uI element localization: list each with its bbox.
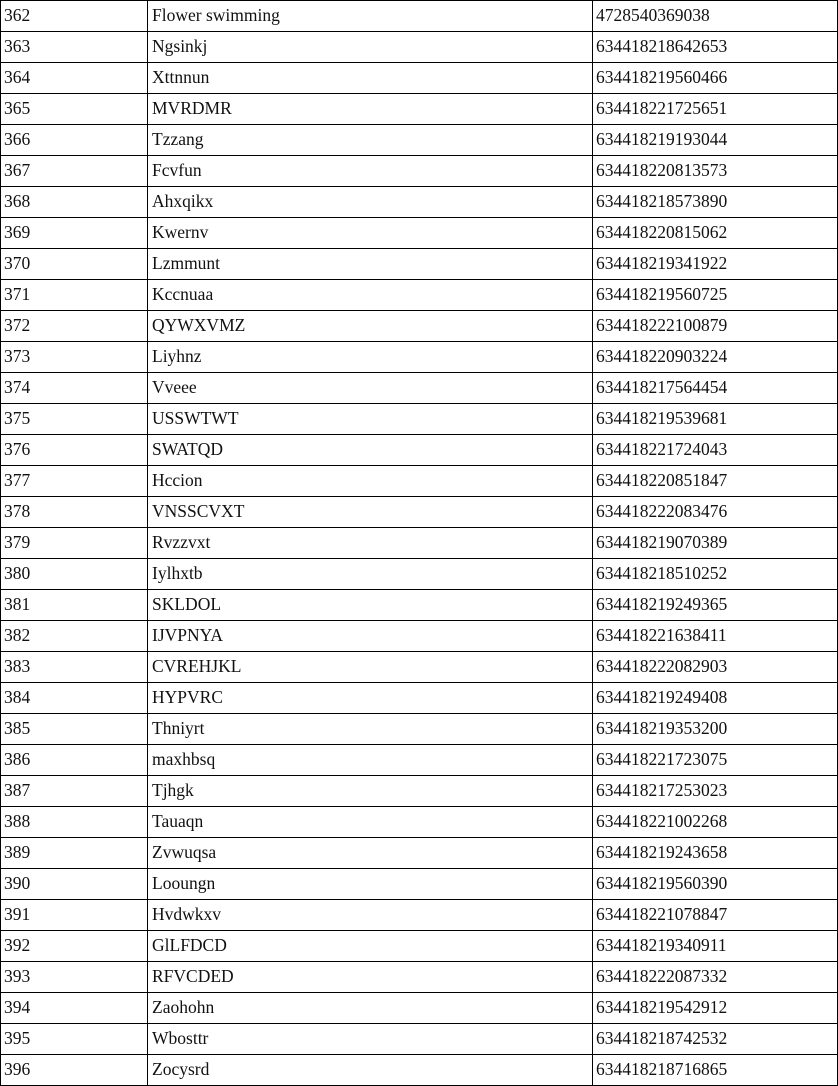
row-name-cell: Fcvfun xyxy=(148,156,593,187)
row-code-cell: 4728540369038 xyxy=(593,1,838,32)
row-code-cell: 634418219560725 xyxy=(593,280,838,311)
row-name-cell: Flower swimming xyxy=(148,1,593,32)
row-code-cell: 634418218510252 xyxy=(593,559,838,590)
table-row xyxy=(1,404,838,435)
row-code-cell: 634418220813573 xyxy=(593,156,838,187)
table-row xyxy=(1,962,838,993)
row-name-cell: Vveee xyxy=(148,373,593,404)
row-name-cell: GlLFDCD xyxy=(148,931,593,962)
row-number-cell: 384 xyxy=(1,683,148,714)
table-row xyxy=(1,652,838,683)
table-row xyxy=(1,218,838,249)
row-number-cell: 382 xyxy=(1,621,148,652)
table-row xyxy=(1,776,838,807)
row-number-cell: 368 xyxy=(1,187,148,218)
row-name-cell: Xttnnun xyxy=(148,63,593,94)
row-number-cell: 378 xyxy=(1,497,148,528)
table-row xyxy=(1,497,838,528)
row-number-cell: 396 xyxy=(1,1055,148,1086)
table-row xyxy=(1,590,838,621)
row-name-cell: Ngsinkj xyxy=(148,32,593,63)
row-number-cell: 369 xyxy=(1,218,148,249)
row-name-cell: CVREHJKL xyxy=(148,652,593,683)
table-row xyxy=(1,838,838,869)
row-number-cell: 363 xyxy=(1,32,148,63)
row-number-cell: 377 xyxy=(1,466,148,497)
table-row xyxy=(1,311,838,342)
table-row xyxy=(1,249,838,280)
row-name-cell: Ahxqikx xyxy=(148,187,593,218)
row-code-cell: 634418221723075 xyxy=(593,745,838,776)
row-number-cell: 381 xyxy=(1,590,148,621)
row-number-cell: 365 xyxy=(1,94,148,125)
row-name-cell: Tzzang xyxy=(148,125,593,156)
table-row xyxy=(1,714,838,745)
table-row xyxy=(1,1024,838,1055)
row-name-cell: RFVCDED xyxy=(148,962,593,993)
row-number-cell: 364 xyxy=(1,63,148,94)
row-name-cell: Liyhnz xyxy=(148,342,593,373)
row-code-cell: 634418218573890 xyxy=(593,187,838,218)
table-row xyxy=(1,63,838,94)
row-name-cell: IJVPNYA xyxy=(148,621,593,652)
table-row xyxy=(1,1055,838,1086)
row-number-cell: 371 xyxy=(1,280,148,311)
row-code-cell: 634418219249365 xyxy=(593,590,838,621)
row-name-cell: maxhbsq xyxy=(148,745,593,776)
table-row xyxy=(1,745,838,776)
table-row xyxy=(1,869,838,900)
row-number-cell: 374 xyxy=(1,373,148,404)
row-code-cell: 634418218742532 xyxy=(593,1024,838,1055)
table-row xyxy=(1,94,838,125)
row-number-cell: 392 xyxy=(1,931,148,962)
row-name-cell: Iylhxtb xyxy=(148,559,593,590)
table-row xyxy=(1,1,838,32)
row-code-cell: 634418221638411 xyxy=(593,621,838,652)
row-number-cell: 373 xyxy=(1,342,148,373)
row-number-cell: 393 xyxy=(1,962,148,993)
row-code-cell: 634418222087332 xyxy=(593,962,838,993)
table-row xyxy=(1,559,838,590)
table-row xyxy=(1,32,838,63)
table-row xyxy=(1,342,838,373)
row-name-cell: Hccion xyxy=(148,466,593,497)
row-number-cell: 376 xyxy=(1,435,148,466)
table-row xyxy=(1,931,838,962)
row-name-cell: Wbosttr xyxy=(148,1024,593,1055)
row-number-cell: 385 xyxy=(1,714,148,745)
row-name-cell: Zaohohn xyxy=(148,993,593,1024)
row-name-cell: SKLDOL xyxy=(148,590,593,621)
row-number-cell: 379 xyxy=(1,528,148,559)
row-name-cell: Hvdwkxv xyxy=(148,900,593,931)
row-code-cell: 634418220815062 xyxy=(593,218,838,249)
table-row xyxy=(1,621,838,652)
row-name-cell: VNSSCVXT xyxy=(148,497,593,528)
row-number-cell: 391 xyxy=(1,900,148,931)
row-name-cell: Lzmmunt xyxy=(148,249,593,280)
row-number-cell: 375 xyxy=(1,404,148,435)
table-row xyxy=(1,373,838,404)
row-code-cell: 634418221725651 xyxy=(593,94,838,125)
table-row xyxy=(1,993,838,1024)
row-code-cell: 634418221002268 xyxy=(593,807,838,838)
row-number-cell: 394 xyxy=(1,993,148,1024)
row-number-cell: 380 xyxy=(1,559,148,590)
row-code-cell: 634418219340911 xyxy=(593,931,838,962)
row-name-cell: Tjhgk xyxy=(148,776,593,807)
row-name-cell: MVRDMR xyxy=(148,94,593,125)
row-name-cell: Kccnuaa xyxy=(148,280,593,311)
table-row xyxy=(1,528,838,559)
row-name-cell: Tauaqn xyxy=(148,807,593,838)
row-number-cell: 370 xyxy=(1,249,148,280)
table-row xyxy=(1,435,838,466)
table-row xyxy=(1,807,838,838)
row-code-cell: 634418219341922 xyxy=(593,249,838,280)
row-code-cell: 634418217253023 xyxy=(593,776,838,807)
table-row xyxy=(1,125,838,156)
table-row xyxy=(1,683,838,714)
row-code-cell: 634418219560466 xyxy=(593,63,838,94)
row-code-cell: 634418221724043 xyxy=(593,435,838,466)
table-row xyxy=(1,900,838,931)
row-code-cell: 634418219193044 xyxy=(593,125,838,156)
row-name-cell: Zocysrd xyxy=(148,1055,593,1086)
table-row xyxy=(1,156,838,187)
row-number-cell: 395 xyxy=(1,1024,148,1055)
row-code-cell: 634418219070389 xyxy=(593,528,838,559)
row-name-cell: SWATQD xyxy=(148,435,593,466)
row-name-cell: Zvwuqsa xyxy=(148,838,593,869)
row-number-cell: 362 xyxy=(1,1,148,32)
row-number-cell: 388 xyxy=(1,807,148,838)
row-name-cell: Thniyrt xyxy=(148,714,593,745)
row-code-cell: 634418218642653 xyxy=(593,32,838,63)
row-code-cell: 634418221078847 xyxy=(593,900,838,931)
table-row xyxy=(1,280,838,311)
row-code-cell: 634418222082903 xyxy=(593,652,838,683)
row-code-cell: 634418222083476 xyxy=(593,497,838,528)
row-code-cell: 634418219539681 xyxy=(593,404,838,435)
row-name-cell: Looungn xyxy=(148,869,593,900)
row-code-cell: 634418222100879 xyxy=(593,311,838,342)
row-code-cell: 634418218716865 xyxy=(593,1055,838,1086)
table-row xyxy=(1,466,838,497)
row-name-cell: Kwernv xyxy=(148,218,593,249)
row-name-cell: QYWXVMZ xyxy=(148,311,593,342)
table-body xyxy=(1,1,838,1086)
row-code-cell: 634418220851847 xyxy=(593,466,838,497)
row-number-cell: 366 xyxy=(1,125,148,156)
row-number-cell: 383 xyxy=(1,652,148,683)
row-code-cell: 634418220903224 xyxy=(593,342,838,373)
row-name-cell: USSWTWT xyxy=(148,404,593,435)
row-number-cell: 389 xyxy=(1,838,148,869)
row-number-cell: 367 xyxy=(1,156,148,187)
row-number-cell: 386 xyxy=(1,745,148,776)
row-code-cell: 634418219542912 xyxy=(593,993,838,1024)
table-row xyxy=(1,187,838,218)
row-code-cell: 634418217564454 xyxy=(593,373,838,404)
row-number-cell: 387 xyxy=(1,776,148,807)
row-code-cell: 634418219560390 xyxy=(593,869,838,900)
row-number-cell: 372 xyxy=(1,311,148,342)
row-code-cell: 634418219353200 xyxy=(593,714,838,745)
row-number-cell: 390 xyxy=(1,869,148,900)
row-code-cell: 634418219249408 xyxy=(593,683,838,714)
row-name-cell: HYPVRC xyxy=(148,683,593,714)
row-name-cell: Rvzzvxt xyxy=(148,528,593,559)
row-code-cell: 634418219243658 xyxy=(593,838,838,869)
